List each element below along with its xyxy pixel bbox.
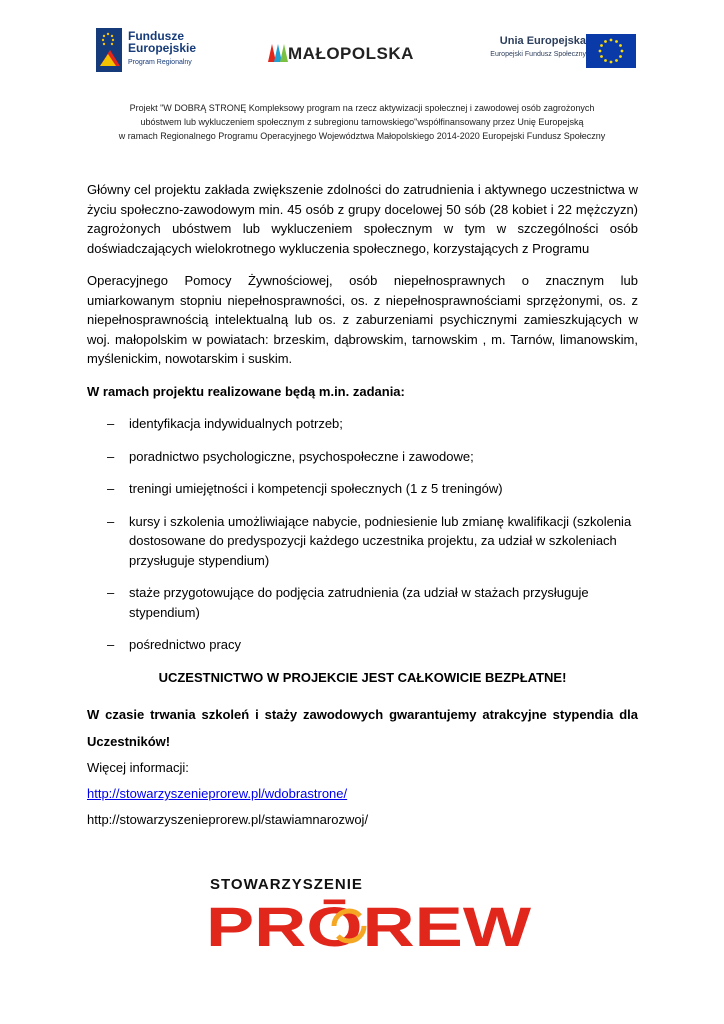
unia-europejska-logo <box>470 34 640 70</box>
dash-bullet: – <box>107 416 115 431</box>
task-text: staże przygotowujące do podjęcia zatrudnienia (za udział w stażach przysługuje stypendium) <box>129 585 589 620</box>
goal-paragraph: Główny cel projektu zakłada zwiększenie zdolności do zatrudnienia i aktywnego uczestnictwa w życiu społeczno-zawodowym min. 45 osób z grupy docelowej 50 sób (28 kobiet i 22 mężczyzn) zagrożonych ubóstwem lub wykluczeniem społecznym w tym w szczególności osób doświadczających wielokrotnego wykluczenia społecznego, korzystających z Programu <box>87 182 638 256</box>
list-item <box>87 414 638 434</box>
stipend-notice: W czasie trwania szkoleń i staży zawodowych gwarantujemy atrakcyjne stypendia dla Uczestników! <box>87 707 638 749</box>
prorew-wordmark <box>206 896 536 954</box>
task-text: identyfikacja indywidualnych potrzeb; <box>129 416 343 431</box>
prorew-wordmark-text: PRŌREW <box>206 896 532 954</box>
main-content <box>87 180 638 833</box>
more-info-label: Więcej informacji: <box>87 760 189 775</box>
stawiamnarozwoj-url: http://stowarzyszenieprorew.pl/stawiamnarozwoj/ <box>87 812 369 827</box>
stowarzyszenie-label: STOWARZYSZENIE <box>210 876 363 893</box>
task-text: poradnictwo psychologiczne, psychospołeczne i zawodowe; <box>129 448 474 464</box>
malopolska-logo <box>268 42 418 64</box>
list-item <box>87 447 638 467</box>
dash-bullet: – <box>107 481 115 496</box>
tasks-heading: W ramach projektu realizowane będą m.in. zadania: <box>87 383 405 399</box>
dash-bullet: – <box>107 448 115 464</box>
dash-bullet: – <box>107 585 115 600</box>
dash-bullet: – <box>107 637 115 652</box>
header-line-3: w ramach Regionalnego Programu Operacyjnego Województwa Małopolskiego 2014-2020 Europejski Fundusz Społeczny <box>118 131 606 141</box>
tasks-list <box>87 414 638 655</box>
malopolska-wordmark: MAŁOPOLSKA <box>288 44 414 63</box>
task-text: kursy i szkolenia umożliwiające nabycie, podniesienie lub zmianę kwalifikacji (szkolenia dostosowane do predyspozycji każdego uczestnika projektu, za udział w szkoleniach przysługuje stypendium) <box>129 513 632 568</box>
list-item <box>87 583 638 622</box>
eu-flag-icon <box>586 34 636 68</box>
free-participation-notice: UCZESTNICTWO W PROJEKCIE JEST CAŁKOWICIE BEZPŁATNE! <box>158 669 567 685</box>
fe-flag-icon <box>96 28 122 72</box>
task-text: treningi umiejętności i kompetencji społecznych (1 z 5 treningów) <box>129 481 503 496</box>
ue-subtitle: Europejski Fundusz Społeczny <box>490 51 586 58</box>
header-line-2: ubóstwem lub wykluczeniem społecznym z subregionu tarnowskiego"współfinansowany przez Unię Europejską <box>140 117 584 127</box>
list-item <box>87 479 638 499</box>
target-group-paragraph: Operacyjnego Pomocy Żywnościowej, osób niepełnosprawnych o znacznym lub umiarkowanym stopniu niepełnosprawności, os. z niepełnosprawnościami sprzężonymi, os. z niepełnosprawnością intelektualną lub os. z zaburzeniami psychicznymi zamieszkujących w woj. małopolskim w powiatach: brzeskim, dąbrowskim, tarnowskim , m. Tarnów, limanowskim, myślenickim, nowotarskim i suskim. <box>87 273 638 366</box>
wdobrastrone-link[interactable]: http://stowarzyszenieprorew.pl/wdobrastrone/ <box>87 786 348 801</box>
header-line-1: Projekt "W DOBRĄ STRONĘ Kompleksowy program na rzecz aktywizacji społecznej i zawodowej osób zagrożonych <box>129 103 595 113</box>
project-header <box>60 101 664 143</box>
fe-line1: Fundusze <box>128 29 184 43</box>
task-text: pośrednictwo pracy <box>129 637 241 652</box>
stowarzyszenie-prorew-logo <box>206 876 536 956</box>
list-item <box>87 635 638 655</box>
fe-logo-text <box>128 30 196 69</box>
logo-bar <box>0 26 724 76</box>
malopolska-mark-icon <box>268 42 288 64</box>
list-item <box>87 512 638 571</box>
fundusze-europejskie-logo <box>96 28 216 72</box>
dash-bullet: – <box>107 513 115 529</box>
ue-title: Unia Europejska <box>499 35 586 47</box>
fe-line3: Program Regionalny <box>128 59 192 66</box>
fe-line2: Europejskie <box>128 41 197 55</box>
